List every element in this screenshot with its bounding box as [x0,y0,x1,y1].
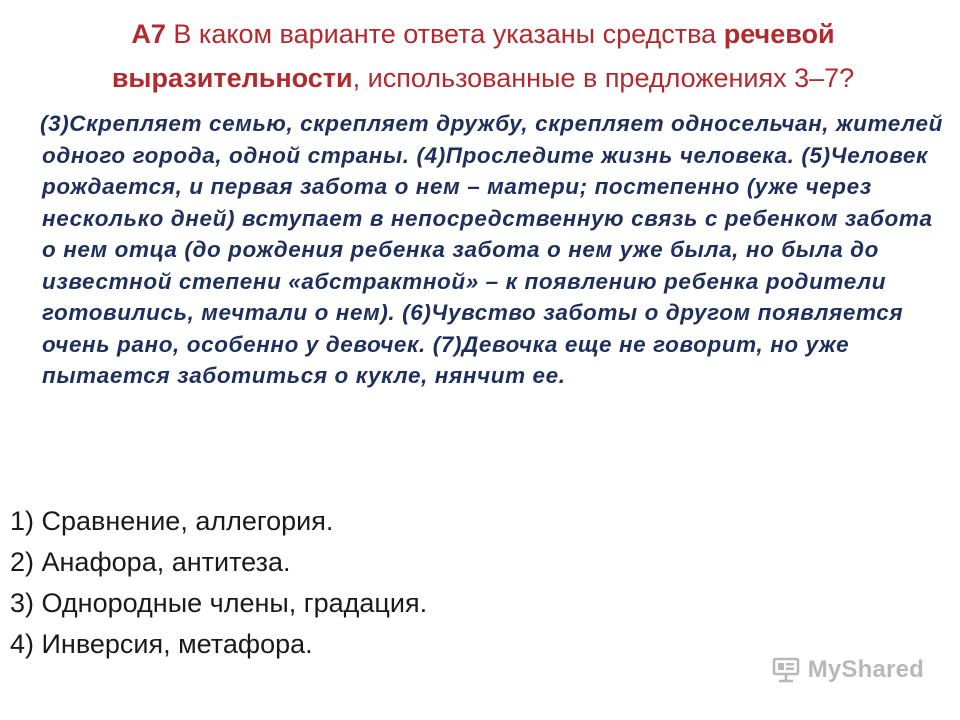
question-text-after: , использованные в предложениях 3–7? [352,63,855,93]
answer-options [10,501,427,665]
question-highlight-speech: речевой [723,19,835,49]
watermark-logo [772,656,924,684]
question-number: А7 [131,19,166,49]
presentation-board-icon [772,657,800,683]
answer-option-3: 3) Однородные члены, градация. [10,588,428,618]
question-highlight-expressiveness: выразительности [111,63,353,93]
question-text-before: В каком варианте ответа указаны средства [165,19,724,49]
watermark-text: MyShared [807,656,924,683]
answer-option-1: 1) Сравнение, аллегория. [10,506,334,536]
source-passage: (3)Скрепляет семью, скрепляет дружбу, скрепляет односельчан, жителей одного города, одной страны. (4)Проследите жизнь человека. (5)Человек рождается, и первая забота о нем – матери; постепенно (уже через несколько дней) вступает в непосредственную связь с ребенком забота о нем отца (до рождения ребенка забота о нем уже была, но была до известной степени «абстрактной» – к появлению ребенка родители готовились, мечтали о нем). (6)Чувство заботы о другом появляется очень рано, особенно у девочек. (7)Девочка еще не говорит, но уже пытается заботиться о кукле, нянчит ее. [40,111,943,388]
answer-option-4: 4) Инверсия, метафора. [10,629,313,659]
question-title [18,12,948,100]
answer-option-2: 2) Анафора, антитеза. [10,547,291,577]
